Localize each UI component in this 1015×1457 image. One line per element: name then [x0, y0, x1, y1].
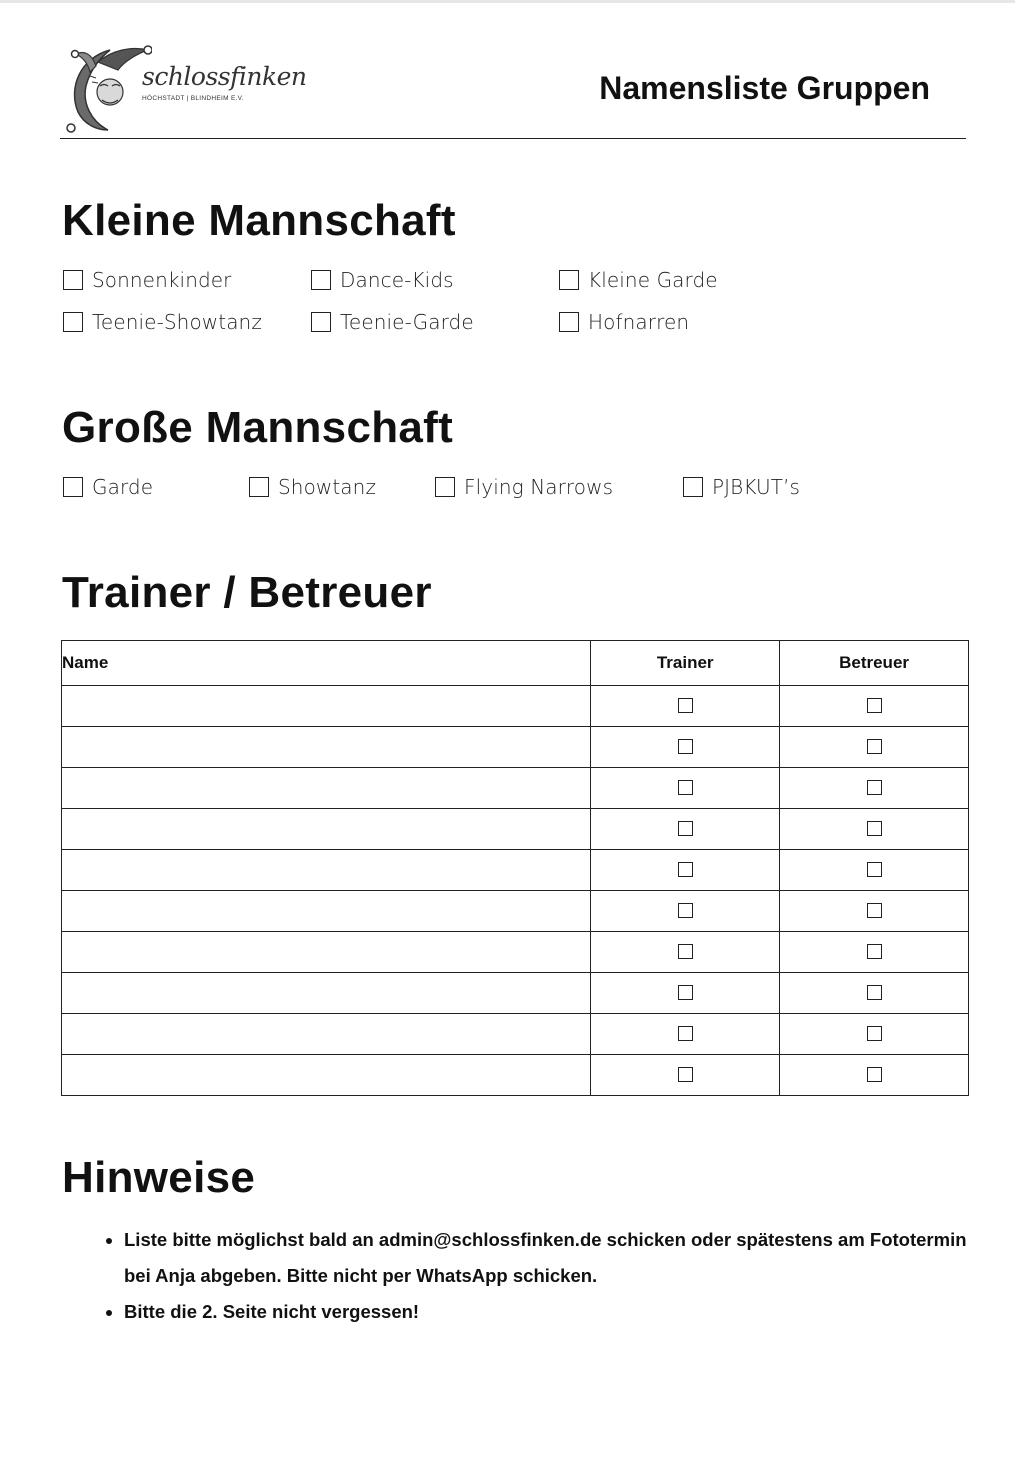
trainer-checkbox[interactable]	[678, 985, 693, 1000]
notes-list	[62, 1222, 984, 1330]
note-item: • Liste bitte möglichst bald an admin@schlossfinken.de schicken oder spätestens am Fototermin bei Anja abgeben. Bitte nicht per WhatsApp schicken.	[124, 1222, 984, 1294]
trainer-table	[61, 640, 969, 1096]
betreuer-checkbox[interactable]	[867, 1067, 882, 1082]
trainer-cell	[591, 891, 780, 932]
betreuer-cell	[780, 891, 969, 932]
betreuer-checkbox[interactable]	[867, 821, 882, 836]
table-header-row	[62, 641, 969, 686]
betreuer-cell	[780, 1055, 969, 1096]
section-heading-grosse-mannschaft: Große Mannschaft	[62, 403, 454, 452]
table-row	[62, 768, 969, 809]
betreuer-checkbox[interactable]	[867, 780, 882, 795]
page-top-edge	[0, 0, 1015, 3]
table-row	[62, 686, 969, 727]
option-label: Showtanz	[278, 475, 377, 499]
option-teenie-showtanz[interactable]	[63, 309, 262, 335]
logo-wordmark: schlossfinken	[142, 62, 307, 91]
trainer-cell	[591, 686, 780, 727]
betreuer-checkbox[interactable]	[867, 944, 882, 959]
option-label: Teenie-Showtanz	[92, 310, 262, 334]
header-divider	[60, 138, 966, 139]
option-label: Dance-Kids	[340, 268, 454, 292]
betreuer-cell	[780, 686, 969, 727]
table-row	[62, 891, 969, 932]
club-logo	[62, 40, 307, 135]
option-dance-kids[interactable]	[311, 267, 454, 293]
trainer-checkbox[interactable]	[678, 698, 693, 713]
checkbox[interactable]	[559, 312, 579, 332]
trainer-cell	[591, 727, 780, 768]
document-title: Namensliste Gruppen	[599, 70, 930, 106]
trainer-cell	[591, 973, 780, 1014]
checkbox[interactable]	[311, 312, 331, 332]
betreuer-checkbox[interactable]	[867, 985, 882, 1000]
betreuer-cell	[780, 768, 969, 809]
section-heading-hinweise: Hinweise	[62, 1153, 256, 1202]
checkbox[interactable]	[311, 270, 331, 290]
name-cell[interactable]	[62, 891, 591, 932]
logo-subtitle: HÖCHSTADT | BLINDHEIM E.V.	[142, 95, 244, 102]
checkbox[interactable]	[435, 477, 455, 497]
name-cell[interactable]	[62, 809, 591, 850]
note-item: • Bitte die 2. Seite nicht vergessen!	[124, 1294, 984, 1330]
option-label: Sonnenkinder	[92, 268, 232, 292]
checkbox[interactable]	[63, 270, 83, 290]
table-row	[62, 932, 969, 973]
checkbox[interactable]	[63, 312, 83, 332]
table-row	[62, 727, 969, 768]
betreuer-cell	[780, 932, 969, 973]
column-header-name: Name	[62, 641, 591, 686]
trainer-cell	[591, 932, 780, 973]
trainer-cell	[591, 1055, 780, 1096]
table-row	[62, 850, 969, 891]
trainer-checkbox[interactable]	[678, 1026, 693, 1041]
checkbox[interactable]	[63, 477, 83, 497]
trainer-checkbox[interactable]	[678, 944, 693, 959]
table-row	[62, 809, 969, 850]
name-cell[interactable]	[62, 727, 591, 768]
option-label: Hofnarren	[588, 310, 690, 334]
name-cell[interactable]	[62, 1055, 591, 1096]
section-heading-kleine-mannschaft: Kleine Mannschaft	[62, 196, 456, 245]
betreuer-checkbox[interactable]	[867, 1026, 882, 1041]
betreuer-checkbox[interactable]	[867, 739, 882, 754]
name-cell[interactable]	[62, 973, 591, 1014]
option-label: PJBKUT’s	[712, 475, 801, 499]
betreuer-cell	[780, 1014, 969, 1055]
name-cell[interactable]	[62, 768, 591, 809]
option-garde[interactable]	[63, 474, 153, 500]
betreuer-checkbox[interactable]	[867, 862, 882, 877]
betreuer-cell	[780, 809, 969, 850]
betreuer-cell	[780, 727, 969, 768]
option-label: Teenie-Garde	[340, 310, 474, 334]
betreuer-checkbox[interactable]	[867, 698, 882, 713]
option-label: Garde	[92, 475, 154, 499]
trainer-checkbox[interactable]	[678, 862, 693, 877]
trainer-checkbox[interactable]	[678, 903, 693, 918]
option-hofnarren[interactable]	[559, 309, 689, 335]
option-showtanz[interactable]	[249, 474, 376, 500]
trainer-cell	[591, 768, 780, 809]
option-flying-narrows[interactable]	[435, 474, 613, 500]
name-cell[interactable]	[62, 1014, 591, 1055]
name-cell[interactable]	[62, 686, 591, 727]
option-pjbkuts[interactable]	[683, 474, 800, 500]
trainer-checkbox[interactable]	[678, 1067, 693, 1082]
trainer-cell	[591, 1014, 780, 1055]
checkbox[interactable]	[249, 477, 269, 497]
table-row	[62, 1055, 969, 1096]
trainer-cell	[591, 809, 780, 850]
column-header-trainer: Trainer	[591, 641, 780, 686]
name-cell[interactable]	[62, 850, 591, 891]
column-header-betreuer: Betreuer	[780, 641, 969, 686]
jester-moon-icon	[62, 40, 152, 135]
checkbox[interactable]	[559, 270, 579, 290]
betreuer-cell	[780, 973, 969, 1014]
trainer-cell	[591, 850, 780, 891]
betreuer-checkbox[interactable]	[867, 903, 882, 918]
checkbox[interactable]	[683, 477, 703, 497]
section-heading-trainer-betreuer: Trainer / Betreuer	[62, 568, 432, 617]
name-cell[interactable]	[62, 932, 591, 973]
trainer-checkbox[interactable]	[678, 780, 693, 795]
trainer-checkbox[interactable]	[678, 739, 693, 754]
option-label: Flying Narrows	[464, 475, 614, 499]
betreuer-cell	[780, 850, 969, 891]
table-row	[62, 1014, 969, 1055]
trainer-checkbox[interactable]	[678, 821, 693, 836]
option-label: Kleine Garde	[588, 268, 718, 292]
table-row	[62, 973, 969, 1014]
option-teenie-garde[interactable]	[311, 309, 474, 335]
option-kleine-garde[interactable]	[559, 267, 718, 293]
option-sonnenkinder[interactable]	[63, 267, 232, 293]
